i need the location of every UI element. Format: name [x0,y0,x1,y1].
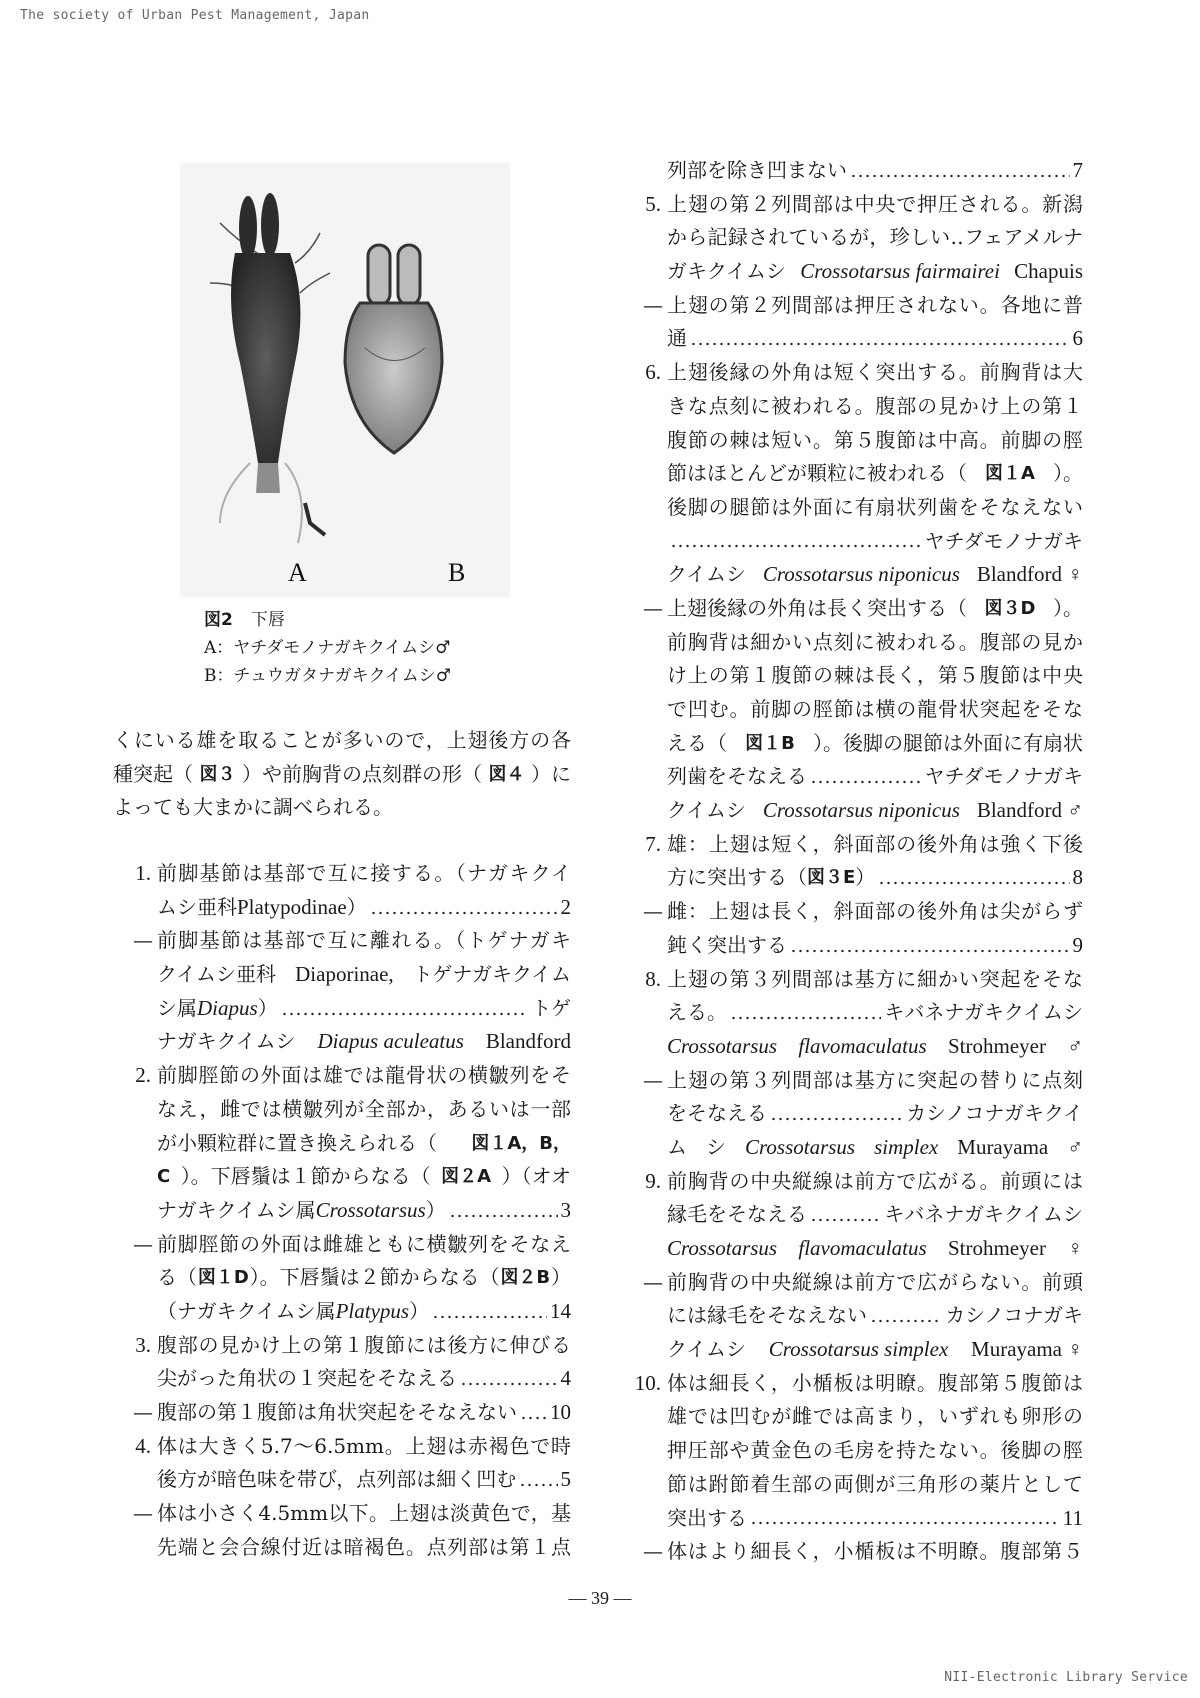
dot-leader [870,1319,942,1323]
text-line [667,255,1083,289]
labium-illustration [180,163,510,597]
text-segment: よっても大まかに調べられる。 [113,795,393,820]
text-segment: から記録されているが，珍しい‥フェアメルナ [667,225,1083,250]
text-line [157,992,571,1026]
figure-2-labium-photo [180,163,510,597]
text-line [157,1127,571,1161]
figure-caption [204,606,451,690]
text-segment: 節は跗節着生部の両側が三角形の薬片として [667,1471,1083,1496]
couplet-number: 8. [645,966,661,991]
text-line [113,758,571,792]
text-segment: 上翅後縁の外角は長く突出する（ [667,595,967,620]
text-line [643,1064,1083,1098]
caption-a: A：ヤチダモノナガキクイムシ♂ [204,638,451,658]
text-line [667,390,1083,424]
alternative-dash: — [643,899,663,924]
text-segment: 雌：上翅は長く，斜面部の後外角は尖がらず [667,899,1083,924]
text-segment: カシノコナガキ [945,1303,1083,1328]
text-segment: える（ [667,730,727,755]
caption-title: 図2 [204,610,233,630]
text-segment: シ属 [157,995,197,1020]
text-line [667,1502,1083,1536]
text-segment: ） [409,1298,430,1323]
latin-text: Blandford ♀ [976,562,1083,587]
latin-text: Murayama ♀ [971,1337,1083,1362]
text-segment: クイムシ [667,1337,746,1362]
alternative-dash: — [133,1231,153,1256]
figure-reference: C [157,1166,171,1188]
text-segment: ） [346,894,367,919]
scientific-name: Crossotarsus niponicus [762,562,960,587]
text-segment: 腹節の棘は短い。第５腹節は中高。前脚の脛 [667,427,1083,452]
text-segment: ヤチダモノナガキ [924,764,1083,789]
figure-reference: 図１B [745,732,795,754]
text-segment: ）。 [1053,461,1083,486]
figure-reference: 図３D [984,597,1036,619]
text-segment: をそなえる [667,1101,767,1126]
text-segment: 体はより細長く，小楯板は不明瞭。腹部第５ [667,1539,1083,1564]
text-segment: ガキクイムシ [667,259,786,284]
text-segment: 腹部の第１腹節は角状突起をそなえない [157,1400,517,1424]
text-segment: 上翅の第３列間部は基方に突起の替りに点刻 [667,1067,1083,1092]
dot-leader [432,1315,547,1319]
couplet-number: 7. [645,831,661,856]
text-segment: 列歯をそなえる [667,764,807,789]
text-segment: 方に突出する（ [667,865,807,890]
text-segment: 腹部の見かけ上の第１腹節には後方に伸びる [157,1332,571,1357]
text-segment: 種突起（ [113,761,193,786]
dot-leader [878,881,1069,885]
figure-reference: 図１A，B， [471,1132,571,1154]
text-segment: 体は細長く，小楯板は明瞭。腹部第５腹節は [667,1370,1083,1395]
text-line [157,1194,571,1228]
text-line [645,356,1083,390]
latin-text: 2 [560,894,571,919]
text-line [157,891,571,925]
text-segment: 雄では凹むが雌では高まり，いずれも卵形の [667,1404,1083,1429]
dot-leader [810,780,922,784]
text-segment: 前脚脛節の外面は雌雄ともに横皺列をそなえ [157,1231,571,1256]
latin-text: Blandford [485,1029,571,1054]
couplet-number: 1. [135,861,151,885]
text-segment: 雄：上翅は短く，斜面部の後外角は強く下後 [667,831,1083,856]
text-segment: ナガキクイムシ属 [157,1197,316,1222]
text-segment: ）。 [1052,595,1083,620]
text-line [133,1497,571,1531]
alternative-dash: — [133,1501,153,1526]
text-segment: け上の第１腹節の棘は長く，第５腹節は中央 [667,663,1083,688]
scientific-name: Crossotarsus [745,1134,856,1159]
text-line [645,963,1083,997]
text-line [645,188,1083,222]
scientific-name: Crossotarsus [667,1236,778,1260]
dot-leader [810,1218,881,1222]
text-segment: キバネナガキクイムシ [884,1000,1083,1025]
text-line [667,221,1083,255]
text-line [645,1165,1083,1199]
text-line [643,1266,1083,1300]
text-line [667,626,1083,660]
dot-leader [770,1117,903,1121]
scientific-name: simplex [874,1134,939,1159]
couplet-number: 2. [135,1063,151,1088]
scientific-name: Crossotarsus fairmairei [800,259,1000,284]
figure-reference: 図４ [488,763,525,785]
scientific-name: Crossotarsus [315,1197,426,1222]
text-segment: 上翅の第２列間部は押圧されない。各地に普 [667,292,1083,317]
text-segment: クイムシ [667,562,746,587]
scientific-name: flavomaculatus [798,1236,927,1260]
text-line [157,1160,571,1194]
text-line [667,1299,1083,1333]
latin-text: 6 [1072,326,1083,351]
text-segment: 後脚の腿節は外面に有扇状列歯をそなえない [667,494,1083,519]
couplet-number: 3. [135,1332,151,1357]
text-segment: ム [667,1134,687,1159]
text-line [667,1468,1083,1502]
latin-text: Strohmeyer [947,1033,1046,1058]
latin-text: 8 [1072,865,1083,890]
text-line [667,424,1083,458]
alternative-dash: — [133,928,153,953]
text-segment: 鈍く突出する [667,932,787,957]
text-segment: ） [257,995,278,1020]
latin-text: 3 [560,1197,571,1222]
dot-leader [460,1382,558,1386]
latin-text: 9 [1072,932,1083,957]
latin-text: Platypodinae [237,894,347,919]
text-segment: ヤチダモノナガキ [924,528,1083,553]
key-left-column [133,857,571,1564]
alternative-dash: — [643,1539,663,1564]
scientific-name: Crossotarsus simplex [768,1337,949,1362]
text-segment: ナガキクイムシ [157,1029,296,1054]
scientific-name: Crossotarsus niponicus [762,798,960,823]
dot-leader [730,1016,881,1020]
text-line [135,1059,571,1093]
text-segment: 縁毛をそなえる [667,1202,807,1227]
text-line [133,1396,571,1430]
text-line [643,592,1083,626]
text-segment: カシノコナガキクイ [906,1101,1083,1126]
text-line [157,1261,571,1295]
latin-text: Chapuis [1014,259,1083,284]
text-line [667,1333,1083,1367]
text-line [157,1463,571,1497]
footer-service: NII-Electronic Library Service [944,1670,1188,1685]
text-line [157,1362,571,1396]
text-line [667,525,1083,559]
text-segment: ）。下唇鬚は２節からなる（ [249,1265,500,1290]
text-line [135,857,571,891]
figure-label-b: B [448,558,466,587]
text-line [157,1093,571,1127]
key-right-column [634,154,1083,1569]
text-line [667,727,1083,761]
figure-label-a: A [288,558,307,587]
text-segment: キバネナガキクイムシ [884,1202,1083,1227]
text-segment: 突出する [667,1505,747,1530]
text-line [133,924,571,958]
figure-reference: 図３ [199,763,236,785]
text-segment: 後方が暗色味を帯び，点列部は細く凹む [157,1467,517,1492]
text-line [643,895,1083,929]
text-segment: 前脚基節は基部で互に離れる。（トゲナガキ [157,928,571,953]
alternative-dash: — [643,595,663,620]
dot-leader [690,342,1070,346]
latin-text: 4 [560,1366,571,1391]
text-segment: 前脚基節は基部で互に接する。（ナガキクイ [157,861,571,885]
text-line [667,322,1083,356]
text-line [667,1400,1083,1434]
text-segment: くにいる雄を取ることが多いので，上翅後方の各 [113,728,571,752]
figure-reference: 図２A [441,1166,492,1188]
text-line [667,491,1083,525]
text-line [634,1367,1083,1401]
text-segment: ムシ亜科 [157,894,237,919]
latin-text: 10 [550,1400,571,1424]
text-line [667,558,1083,592]
text-line [157,1531,571,1565]
figure-reference: 図３E [807,867,856,889]
text-segment: トゲ [531,995,571,1020]
text-segment: 節はほとんどが顆粒に被われる（ [667,461,967,486]
couplet-number: 10. [634,1370,661,1395]
dot-leader [281,1012,529,1016]
text-segment: （ナガキクイムシ属 [157,1298,336,1323]
latin-text: 7 [1072,158,1083,182]
text-segment: 前胸背は細かい点刻に被われる。腹部の見か [667,629,1083,654]
text-line [645,828,1083,862]
figure-reference: 図１D [197,1267,249,1289]
text-line [667,929,1083,963]
text-segment: 通 [667,326,687,351]
text-segment: で凹む。前脚の脛節は横の龍骨状突起をそな [667,697,1083,721]
dot-leader [750,1521,1060,1525]
text-line [667,1097,1083,1131]
text-segment: が小顆粒群に置き換えられる（ [157,1130,437,1155]
text-segment: 体は小さく4.5mm以下。上翅は淡黄色で，基 [157,1501,571,1526]
latin-text: Blandford ♂ [976,798,1083,823]
text-line [643,1535,1083,1569]
text-segment: 尖がった角状の１突起をそなえる [157,1366,457,1391]
text-line [667,996,1083,1030]
text-line [135,1329,571,1363]
text-line [667,760,1083,794]
figure-reference: 図１A [985,463,1035,485]
text-segment: ） [551,1265,571,1290]
text-segment: 上翅の第２列間部は中央で押圧される。新潟 [667,191,1083,216]
text-line [667,1198,1083,1232]
text-segment: ）に [531,761,571,786]
latin-text: ♀ [1067,1236,1083,1260]
text-line [113,791,571,825]
figure-reference: 図２B [500,1267,551,1289]
text-line [667,861,1083,895]
couplet-number: 5. [645,191,661,216]
text-segment: クイムシ亜科 [157,962,276,987]
text-segment: 前胸背の中央縦線は前方で広がらない。前頭 [667,1269,1083,1294]
text-line [133,1228,571,1262]
text-segment: クイムシ [667,798,746,823]
text-line [157,1025,571,1059]
dot-leader [850,174,1070,178]
text-segment: きな点刻に被われる。腹部の見かけ上の第１ [667,393,1083,418]
text-segment: なえ，雌では横皺列が全部か，あるいは一部 [157,1096,571,1121]
caption-b: B：チュウガタナガキクイムシ♂ [204,666,452,686]
alternative-dash: — [643,292,663,317]
text-line [667,794,1083,828]
caption-subject: 下唇 [250,610,285,630]
text-segment: 先端と会合線付近は暗褐色。点列部は第１点 [157,1534,571,1559]
text-segment: る（ [157,1265,197,1290]
text-segment: ）。下唇鬚は１節からなる（ [180,1164,431,1189]
alternative-dash: — [643,1269,663,1294]
text-line [667,1131,1083,1165]
latin-text: 11 [1062,1505,1083,1530]
scientific-name: Diapus [197,995,258,1020]
latin-text: 14 [550,1298,571,1323]
text-line [667,1232,1083,1266]
text-segment: ）。後脚の腿節は外面に有扇状 [812,730,1083,755]
text-line [135,1430,571,1464]
text-line [157,1295,571,1329]
text-line [667,1434,1083,1468]
text-line [667,659,1083,693]
journal-header: The society of Urban Pest Management, Japan [20,8,370,23]
text-segment: ） [425,1197,446,1222]
text-segment: トゲナガキクイム [412,962,571,987]
intro-paragraph [113,724,571,825]
text-line [667,1030,1083,1064]
text-segment: 上翅の第３列間部は基方に細かい突起をそな [667,966,1083,991]
text-segment: 前脚脛節の外面は雄では龍骨状の横皺列をそ [157,1063,571,1088]
couplet-number: 6. [645,360,661,385]
scientific-name: Platypus [335,1298,410,1323]
text-line [667,693,1083,727]
latin-text: 5 [560,1467,571,1492]
text-line [157,958,571,992]
dot-leader [670,544,922,548]
latin-text: Murayama [957,1134,1049,1159]
alternative-dash: — [643,1067,663,1092]
text-segment: 列部を除き凹まない [667,158,847,182]
text-segment: ） [855,865,876,890]
text-segment: える。 [667,1000,727,1025]
text-line [113,724,571,758]
text-segment: ）（オオ [501,1164,571,1189]
dot-leader [790,949,1070,953]
scientific-name: Diapus aculeatus [317,1029,464,1054]
dot-leader [449,1214,558,1218]
text-segment: 前胸背の中央縦線は前方で広がる。前頭には [667,1168,1083,1193]
latin-text: Strohmeyer [947,1236,1046,1260]
text-line [667,154,1083,188]
text-segment: 押圧部や黄金色の毛房を持たない。後脚の脛 [667,1438,1083,1463]
text-segment: 上翅後縁の外角は短く突出する。前胸背は大 [667,360,1083,385]
page-number: — 39 — [568,1588,632,1608]
dot-leader [519,1483,557,1487]
text-line [643,289,1083,323]
couplet-number: 9. [645,1168,661,1193]
dot-leader [370,911,558,915]
alternative-dash: — [133,1400,153,1424]
latin-text: ♂ [1067,1134,1083,1159]
couplet-number: 4. [135,1433,151,1458]
text-line [667,457,1083,491]
scientific-name: flavomaculatus [798,1033,927,1058]
text-segment: 体は大きく5.7〜6.5mm。上翅は赤褐色で時 [157,1433,571,1458]
text-segment: には縁毛をそなえない [667,1303,867,1328]
scientific-name: Crossotarsus [667,1033,778,1058]
text-segment: ）や前胸背の点刻群の形（ [242,761,482,786]
latin-text: Diaporinae, [295,962,394,987]
latin-text: ♂ [1067,1033,1083,1058]
dot-leader [520,1416,547,1420]
text-segment: シ [706,1134,726,1159]
